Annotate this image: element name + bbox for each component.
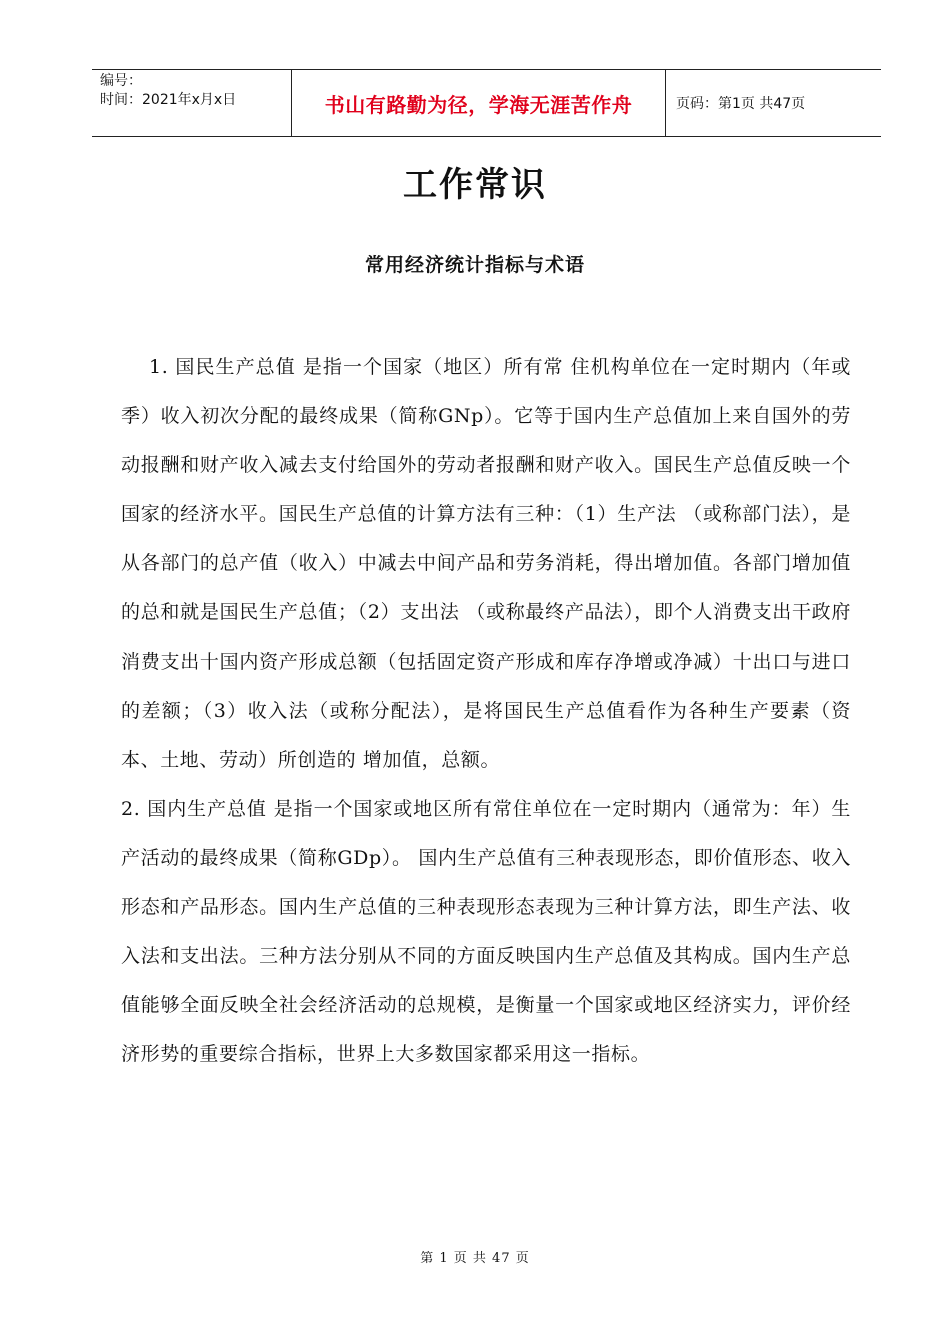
paragraph-gdp: 2. 国内生产总值 是指一个国家或地区所有常住单位在一定时期内（通常为：年）生产活动的最终成果（简称GDp）。 国内生产总值有三种表现形态，即价值形态、收入形态和产品形态。国内生产总值的三种表现形态表现为三种计算方法，即生产法、收入法和支出法。三种方法分别从不同的方面反映国内生产总值及其构成。国内生产总值能够全面反映全社会经济活动的总规模，是衡量一个国家或地区经济实力，评价经济形势的重要综合指标，世界上大多数国家都采用这一指标。 xyxy=(121,797,851,1066)
paragraph-gnp: 1. 国民生产总值 是指一个国家（地区）所有常 住机构单位在一定时期内（年或季）收入初次分配的最终成果（简称GNp）。它等于国内生产总值加上来自国外的劳动报酬和财产收入减去支付给国外的劳动者报酬和财产收入。国民生产总值反映一个国家的经济水平。国民生产总值的计算方法有三种：（1）生产法 （或称部门法），是从各部门的总产值（收入）中减去中间产品和劳务消耗，得出增加值。各部门增加值的总和就是国民生产总值；（2）支出法 （或称最终产品法），即个人消费支出干政府消费支出十国内资产形成总额（包括固定资产形成和库存净增或净减）十出口与进口的差额；（3）收入法（或称分配法），是将国民生产总值看作为各种生产要素（资本、土地、劳动）所创造的 增加值，总额。 xyxy=(121,356,851,771)
header-meta xyxy=(92,70,292,136)
page-footer: 第 1 页 共 47 页 xyxy=(420,1251,530,1266)
document-date: 时间：2021年x月x日 xyxy=(100,92,237,108)
document-body xyxy=(121,343,851,1079)
header-motto: 书山有路勤为径，学海无涯苦作舟 xyxy=(292,70,666,136)
page-header xyxy=(92,69,881,137)
document-subtitle: 常用经济统计指标与术语 xyxy=(364,254,585,276)
header-page-info: 页码：第1页 共47页 xyxy=(676,96,806,112)
document-number-label: 编号： xyxy=(100,73,142,89)
document-title: 工作常识 xyxy=(403,165,547,205)
